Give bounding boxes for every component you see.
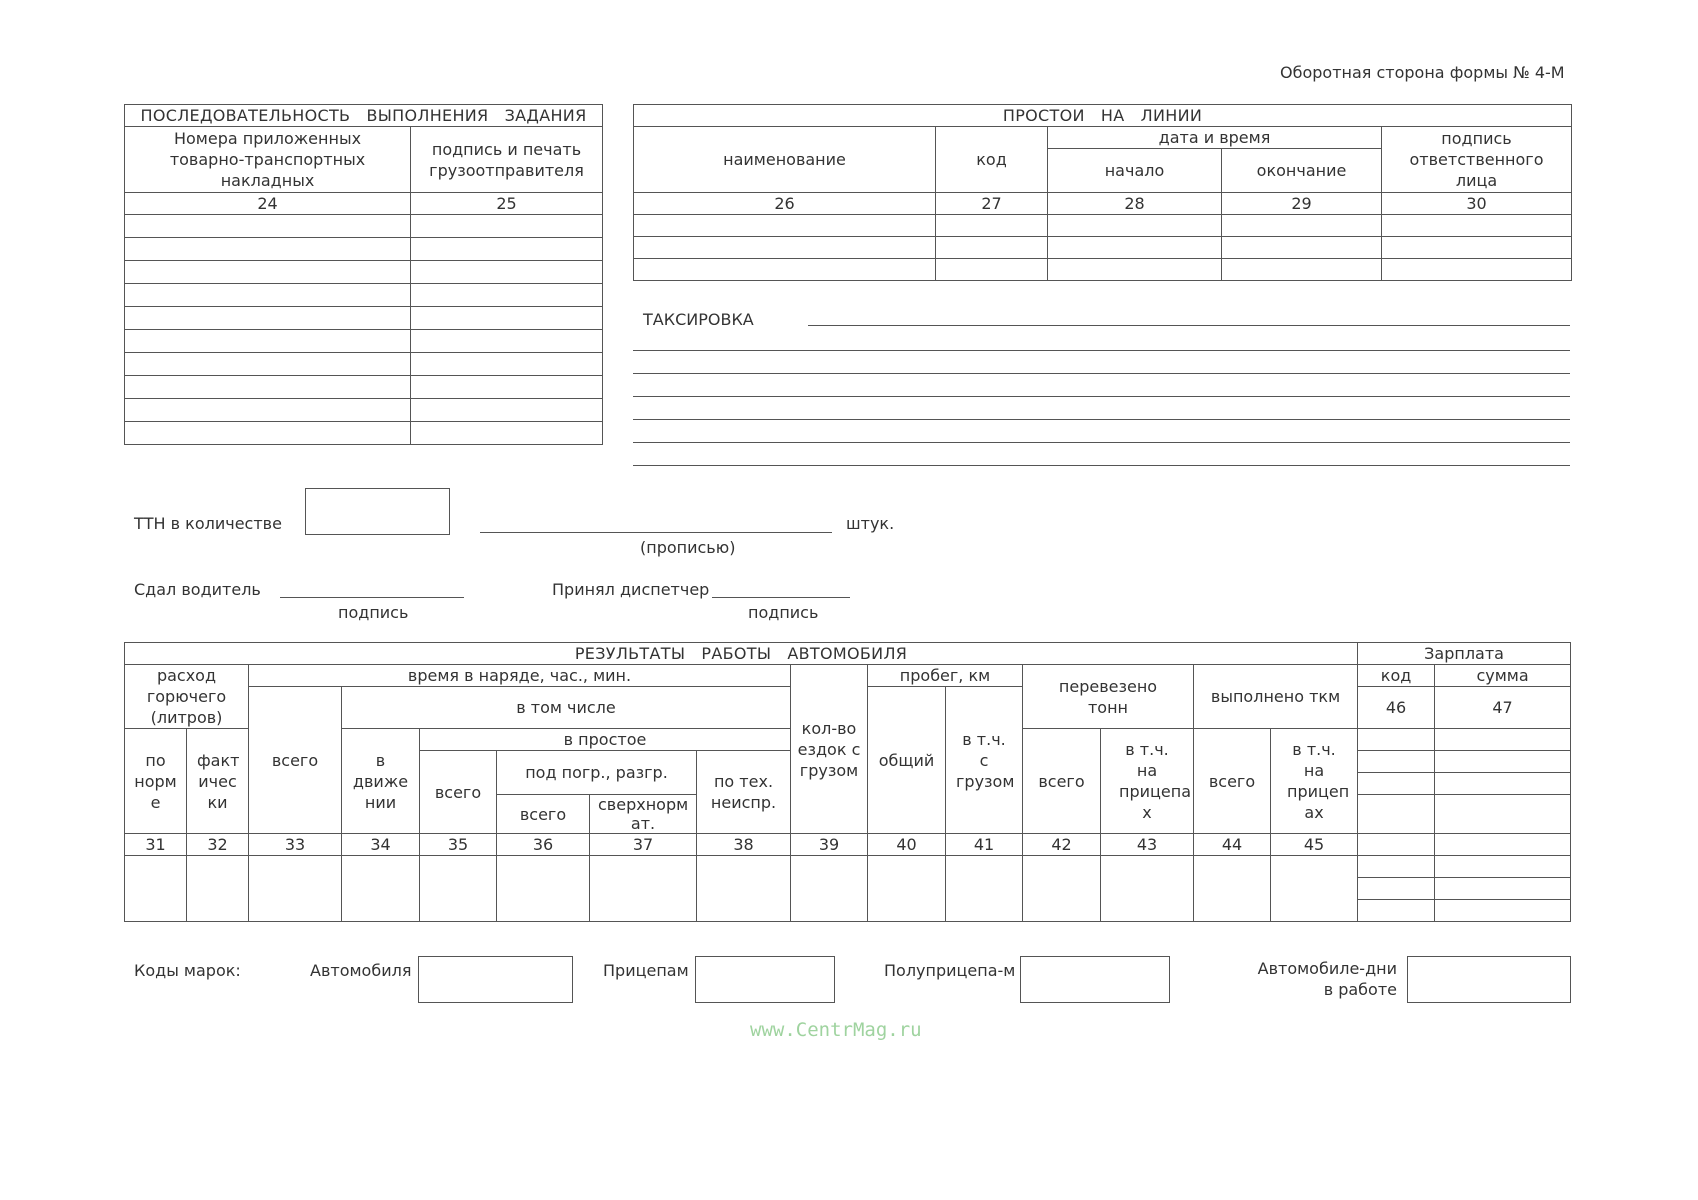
tkm-total-header: всего: [1194, 729, 1271, 834]
results-cell[interactable]: [187, 856, 249, 922]
results-cell[interactable]: [1101, 856, 1194, 922]
dispatcher-signature-caption: подпись: [748, 603, 819, 622]
results-num: 34: [342, 834, 420, 856]
salary-cell[interactable]: [1435, 773, 1571, 795]
taxation-line[interactable]: [633, 373, 1570, 374]
sequence-cell[interactable]: [411, 399, 603, 422]
ttn-words-line[interactable]: [480, 532, 832, 533]
results-cell[interactable]: [249, 856, 342, 922]
downtime-col-responsible: подпись ответственного лица: [1382, 127, 1572, 193]
downtime-cell[interactable]: [1222, 237, 1382, 259]
codes-car-label: Автомобиля: [310, 961, 412, 980]
sequence-cell[interactable]: [411, 376, 603, 399]
codes-trailer-box[interactable]: [695, 956, 835, 1003]
sequence-num-24: 24: [125, 193, 411, 215]
salary-cell[interactable]: [1435, 795, 1571, 834]
driver-signature-caption: подпись: [338, 603, 409, 622]
downtime-num-30: 30: [1382, 193, 1572, 215]
salary-sum-header: сумма: [1435, 665, 1571, 687]
sequence-cell[interactable]: [125, 422, 411, 445]
salary-cell[interactable]: [1435, 729, 1571, 751]
downtime-cell[interactable]: [634, 259, 936, 281]
mileage-loaded-header: в т.ч. с грузом: [946, 687, 1023, 834]
tons-total-header: всего: [1023, 729, 1101, 834]
taxation-label: ТАКСИРОВКА: [643, 310, 754, 329]
dispatcher-signature-line[interactable]: [712, 597, 850, 598]
ttn-count-box[interactable]: [305, 488, 450, 535]
taxation-line[interactable]: [633, 350, 1570, 351]
results-num: 39: [791, 834, 868, 856]
results-num: 38: [697, 834, 791, 856]
downtime-cell[interactable]: [936, 259, 1048, 281]
results-cell[interactable]: [590, 856, 697, 922]
results-cell[interactable]: [420, 856, 497, 922]
salary-cell[interactable]: [1358, 856, 1435, 878]
taxation-line[interactable]: [633, 396, 1570, 397]
tons-header: перевезено тонн: [1023, 665, 1194, 729]
results-num: 32: [187, 834, 249, 856]
sequence-cell[interactable]: [125, 215, 411, 238]
codes-car-box[interactable]: [418, 956, 573, 1003]
driver-signature-line[interactable]: [280, 597, 464, 598]
results-num: 42: [1023, 834, 1101, 856]
salary-cell[interactable]: [1435, 751, 1571, 773]
ttn-words-caption: (прописью): [640, 538, 736, 557]
idle-header: в простое: [420, 729, 791, 751]
idle-total-header: всего: [420, 751, 497, 834]
moving-header: в движе нии: [342, 729, 420, 834]
fuel-header: расход горючего (литров): [125, 665, 249, 729]
salary-cell[interactable]: [1358, 878, 1435, 900]
results-table: [124, 642, 1571, 922]
downtime-cell[interactable]: [1382, 237, 1572, 259]
sequence-cell[interactable]: [125, 399, 411, 422]
taxation-line[interactable]: [633, 465, 1570, 466]
results-cell[interactable]: [1023, 856, 1101, 922]
codes-label: Коды марок:: [134, 961, 241, 980]
sequence-cell[interactable]: [411, 353, 603, 376]
salary-cell[interactable]: [1358, 900, 1435, 922]
time-total-header: всего: [249, 687, 342, 834]
sequence-cell[interactable]: [125, 261, 411, 284]
salary-num-47: 47: [1435, 687, 1571, 729]
incl-header: в том числе: [342, 687, 791, 729]
salary-title: Зарплата: [1358, 643, 1571, 665]
downtime-cell[interactable]: [1222, 215, 1382, 237]
watermark: www.CentrMag.ru: [750, 1019, 922, 1041]
downtime-cell[interactable]: [1048, 237, 1222, 259]
loading-total-header: всего: [497, 795, 590, 834]
tkm-trailer-header: в т.ч. на прицеп ах: [1271, 729, 1358, 834]
sequence-cell[interactable]: [125, 307, 411, 330]
downtime-col-start: начало: [1048, 149, 1222, 193]
form-caption: Оборотная сторона формы № 4-М: [1280, 63, 1565, 82]
salary-cell[interactable]: [1435, 856, 1571, 878]
salary-cell[interactable]: [1358, 751, 1435, 773]
salary-cell[interactable]: [1358, 773, 1435, 795]
downtime-col-end: окончание: [1222, 149, 1382, 193]
sequence-table: [124, 104, 603, 445]
downtime-cell[interactable]: [1048, 215, 1222, 237]
salary-cell[interactable]: [1435, 900, 1571, 922]
downtime-num-28: 28: [1048, 193, 1222, 215]
results-cell[interactable]: [697, 856, 791, 922]
sequence-cell[interactable]: [125, 238, 411, 261]
results-num: 45: [1271, 834, 1358, 856]
sequence-num-25: 25: [411, 193, 603, 215]
salary-cell[interactable]: [1435, 834, 1571, 856]
codes-trailer-label: Прицепам: [603, 961, 689, 980]
sequence-cell[interactable]: [411, 238, 603, 261]
results-num: 36: [497, 834, 590, 856]
results-num: 31: [125, 834, 187, 856]
downtime-cell[interactable]: [936, 215, 1048, 237]
trips-header: кол-во ездок с грузом: [791, 665, 868, 834]
salary-code-header: код: [1358, 665, 1435, 687]
codes-semitrailer-box[interactable]: [1020, 956, 1170, 1003]
results-num: 44: [1194, 834, 1271, 856]
tons-trailer-header: в т.ч. на прицепа х: [1101, 729, 1194, 834]
results-cell[interactable]: [497, 856, 590, 922]
taxation-line[interactable]: [808, 325, 1570, 326]
sequence-cell[interactable]: [411, 215, 603, 238]
downtime-cell[interactable]: [1048, 259, 1222, 281]
downtime-col-name: наименование: [634, 127, 936, 193]
mileage-total-header: общий: [868, 687, 946, 834]
fuel-norm-header: по норм е: [125, 729, 187, 834]
sequence-cell[interactable]: [411, 422, 603, 445]
salary-cell[interactable]: [1435, 878, 1571, 900]
downtime-cell[interactable]: [634, 237, 936, 259]
sequence-cell[interactable]: [125, 284, 411, 307]
results-cell[interactable]: [868, 856, 946, 922]
results-num: 43: [1101, 834, 1194, 856]
codes-car-days-box[interactable]: [1407, 956, 1571, 1003]
results-title: РЕЗУЛЬТАТЫ РАБОТЫ АВТОМОБИЛЯ: [125, 643, 1358, 665]
results-cell[interactable]: [1271, 856, 1358, 922]
overnorm-header: сверхнорм ат.: [590, 795, 697, 834]
downtime-cell[interactable]: [936, 237, 1048, 259]
tkm-header: выполнено ткм: [1194, 665, 1358, 729]
results-num: 37: [590, 834, 697, 856]
sequence-cell[interactable]: [125, 353, 411, 376]
ttn-unit: штук.: [846, 514, 895, 533]
results-cell[interactable]: [125, 856, 187, 922]
results-num: 35: [420, 834, 497, 856]
downtime-cell[interactable]: [1382, 259, 1572, 281]
tech-header: по тех. неиспр.: [697, 751, 791, 834]
sequence-cell[interactable]: [411, 330, 603, 353]
downtime-num-27: 27: [936, 193, 1048, 215]
salary-cell[interactable]: [1358, 729, 1435, 751]
time-header: время в наряде, час., мин.: [249, 665, 791, 687]
codes-semitrailer-label: Полуприцепа-м: [884, 961, 1016, 980]
downtime-num-26: 26: [634, 193, 936, 215]
downtime-cell[interactable]: [1222, 259, 1382, 281]
downtime-col-code: код: [936, 127, 1048, 193]
ttn-label: ТТН в количестве: [134, 514, 282, 533]
codes-car-days-label: Автомобиле-дни в работе: [1257, 959, 1397, 999]
sequence-cell[interactable]: [411, 284, 603, 307]
results-cell[interactable]: [946, 856, 1023, 922]
results-cell[interactable]: [1194, 856, 1271, 922]
downtime-num-29: 29: [1222, 193, 1382, 215]
salary-cell[interactable]: [1358, 795, 1435, 834]
downtime-cell[interactable]: [634, 215, 936, 237]
downtime-col-datetime: дата и время: [1048, 127, 1382, 149]
downtime-cell[interactable]: [1382, 215, 1572, 237]
results-num: 33: [249, 834, 342, 856]
sequence-cell[interactable]: [125, 330, 411, 353]
sequence-title: ПОСЛЕДОВАТЕЛЬНОСТЬ ВЫПОЛНЕНИЯ ЗАДАНИЯ: [125, 105, 603, 127]
results-num: 40: [868, 834, 946, 856]
sequence-cell[interactable]: [411, 261, 603, 284]
dispatcher-label: Принял диспетчер: [552, 580, 710, 599]
loading-header: под погр., разгр.: [497, 751, 697, 795]
results-num: 41: [946, 834, 1023, 856]
downtime-table: [633, 104, 1572, 281]
mileage-header: пробег, км: [868, 665, 1023, 687]
taxation-line[interactable]: [633, 442, 1570, 443]
results-cell[interactable]: [342, 856, 420, 922]
sequence-col-signature: подпись и печать грузоотправителя: [411, 127, 603, 193]
salary-num-46: 46: [1358, 687, 1435, 729]
results-cell[interactable]: [791, 856, 868, 922]
fuel-fact-header: факт ичес ки: [187, 729, 249, 834]
sequence-cell[interactable]: [125, 376, 411, 399]
salary-cell[interactable]: [1358, 834, 1435, 856]
driver-label: Сдал водитель: [134, 580, 261, 599]
sequence-col-invoices: Номера приложенных товарно-транспортных накладных: [125, 127, 411, 193]
sequence-cell[interactable]: [411, 307, 603, 330]
taxation-line[interactable]: [633, 419, 1570, 420]
downtime-title: ПРОСТОИ НА ЛИНИИ: [634, 105, 1572, 127]
